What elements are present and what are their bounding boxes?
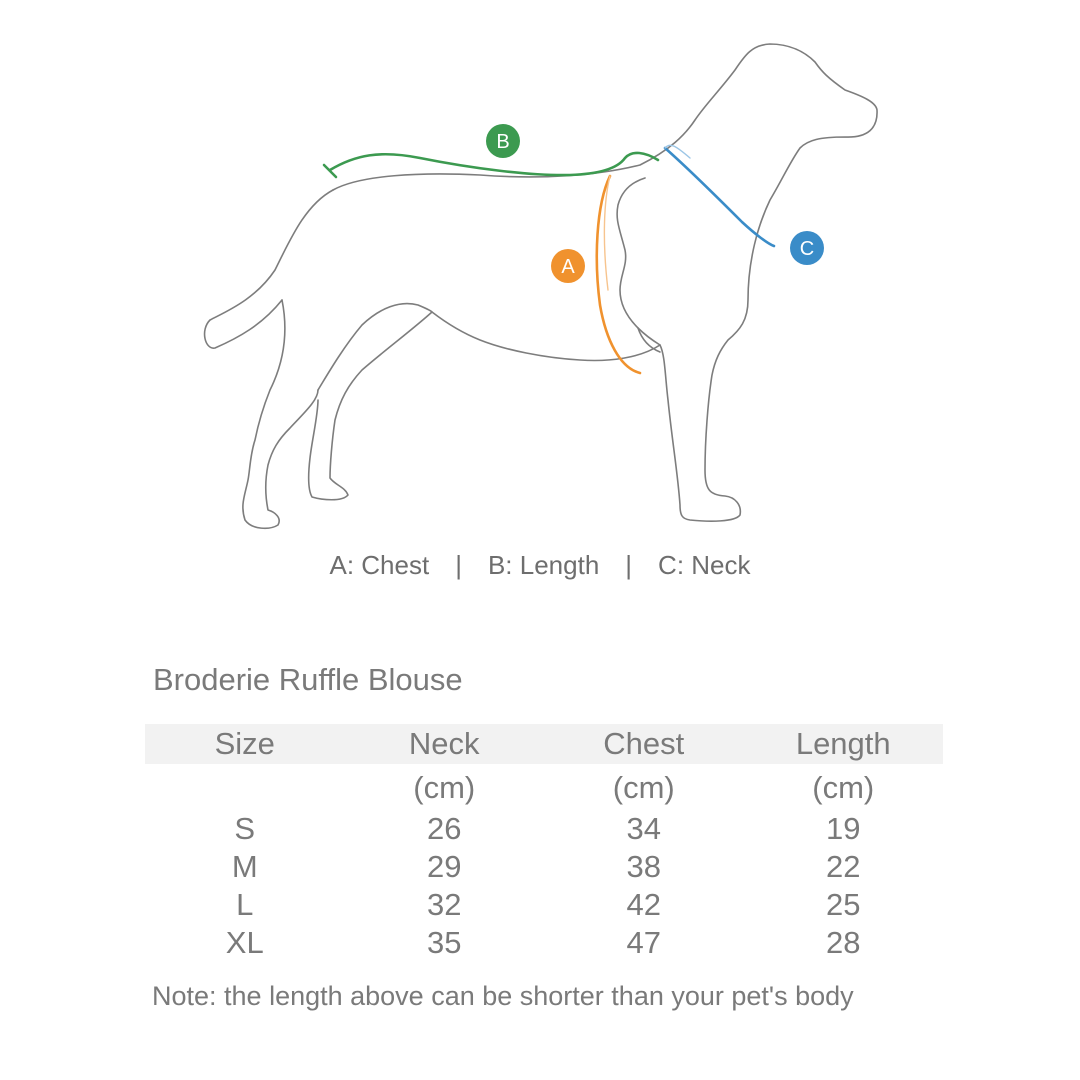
cell-chest: 47 — [626, 925, 661, 960]
cell-length: 22 — [826, 849, 861, 884]
cell-chest: 38 — [626, 849, 661, 884]
legend-chest: A: Chest — [329, 550, 430, 580]
dog-outline — [205, 44, 878, 528]
size-chart-table — [145, 724, 943, 962]
cell-length: 28 — [826, 925, 861, 960]
badge-c — [790, 231, 824, 265]
cell-chest: 34 — [626, 811, 661, 846]
table-unit-row — [145, 764, 943, 810]
chest-measurement-back-line — [604, 176, 610, 290]
table-row — [145, 886, 943, 924]
header-size: Size — [145, 724, 345, 764]
cell-size: M — [231, 849, 258, 884]
cell-length: 19 — [826, 811, 861, 846]
cell-size: S — [234, 811, 256, 846]
legend-neck: C: Neck — [658, 550, 751, 580]
size-note: Note: the length above can be shorter than your pet's body — [152, 981, 854, 1011]
svg-text:A: A — [561, 256, 575, 278]
table-row — [145, 848, 943, 886]
table-row — [145, 924, 943, 962]
unit-length: (cm) — [812, 770, 875, 805]
table-header-row — [145, 724, 943, 764]
header-neck: Neck — [345, 724, 545, 764]
cell-neck: 35 — [427, 925, 462, 960]
legend-separator: | — [455, 550, 462, 580]
legend-separator: | — [625, 550, 633, 580]
measurement-legend — [0, 550, 1080, 581]
cell-neck: 29 — [427, 849, 462, 884]
unit-size — [145, 764, 345, 810]
product-title: Broderie Ruffle Blouse — [153, 662, 463, 697]
svg-text:C: C — [799, 238, 815, 260]
cell-chest: 42 — [626, 887, 661, 922]
cell-size: XL — [225, 925, 264, 960]
cell-length: 25 — [826, 887, 861, 922]
header-chest: Chest — [544, 724, 744, 764]
svg-text:B: B — [496, 131, 510, 153]
cell-neck: 26 — [427, 811, 462, 846]
badge-b — [486, 124, 520, 158]
badge-a — [551, 249, 585, 283]
header-length: Length — [744, 724, 944, 764]
cell-neck: 32 — [427, 887, 462, 922]
legend-length: B: Length — [487, 550, 600, 580]
cell-size: L — [236, 887, 254, 922]
unit-neck: (cm) — [413, 770, 476, 805]
table-row — [145, 810, 943, 848]
unit-chest: (cm) — [612, 770, 675, 805]
